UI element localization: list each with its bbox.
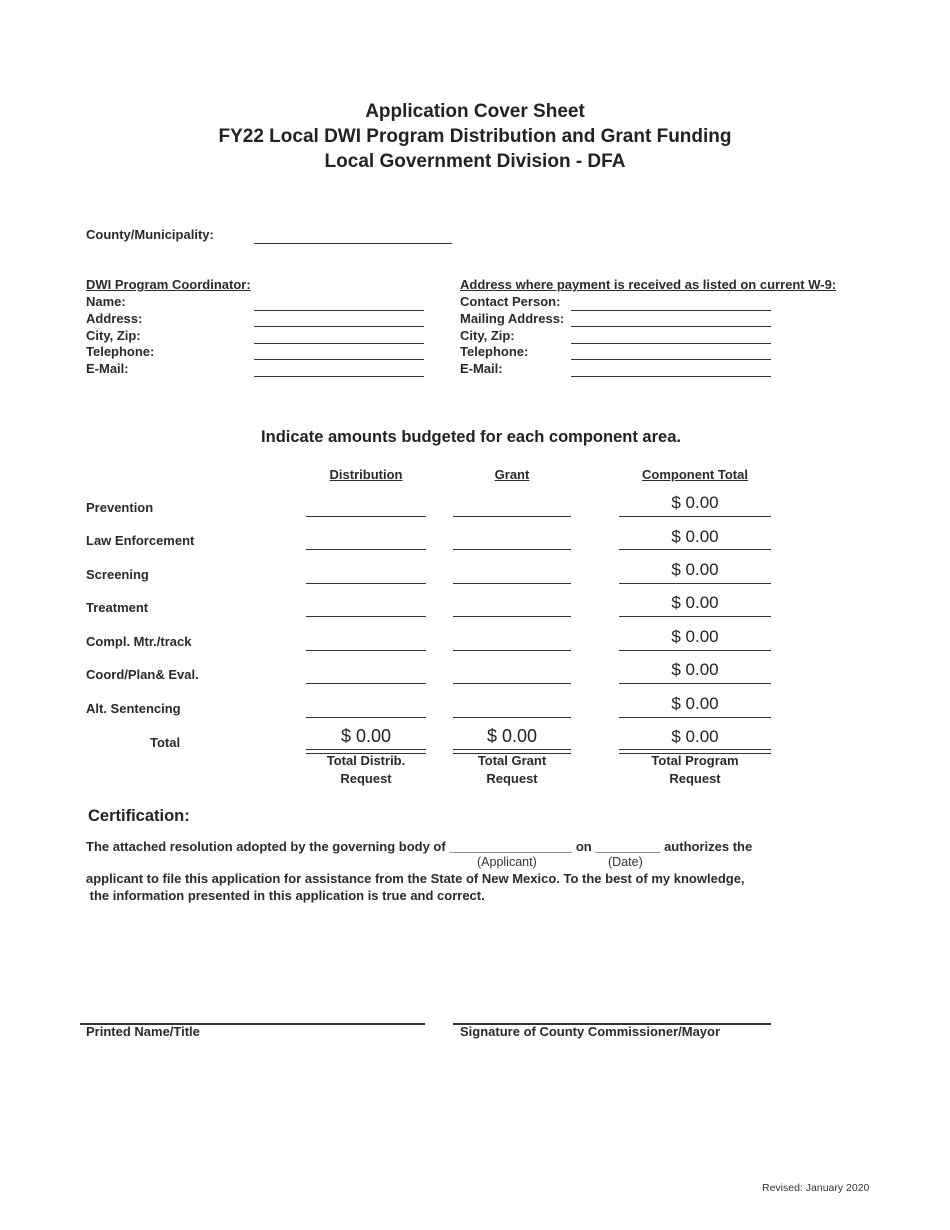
screening-total-value: $ 0.00 bbox=[671, 560, 719, 579]
applicant-blank[interactable]: _________________ bbox=[449, 839, 573, 854]
column-header-component-total: Component Total bbox=[642, 467, 748, 482]
total-grant-caption bbox=[453, 752, 571, 788]
payment-contact-label: Contact Person: bbox=[460, 294, 561, 309]
law-enforcement-total-value: $ 0.00 bbox=[671, 527, 719, 546]
row-label-compliance-monitoring: Compl. Mtr./track bbox=[86, 634, 192, 649]
treatment-grant-field[interactable] bbox=[453, 616, 571, 617]
alternative-sentencing-grant-field[interactable] bbox=[453, 717, 571, 718]
treatment-distribution-field[interactable] bbox=[306, 616, 426, 617]
coordinator-telephone-field[interactable] bbox=[254, 359, 424, 360]
title-line-3: Local Government Division - DFA bbox=[324, 151, 626, 172]
row-label-law-enforcement: Law Enforcement bbox=[86, 533, 195, 548]
coordinator-heading: DWI Program Coordinator: bbox=[86, 277, 251, 292]
law-enforcement-total-line bbox=[619, 549, 771, 550]
alternative-sentencing-total-value: $ 0.00 bbox=[671, 694, 719, 713]
law-enforcement-grant-field[interactable] bbox=[453, 549, 571, 550]
certification-line-1 bbox=[86, 839, 752, 854]
row-label-screening: Screening bbox=[86, 567, 149, 582]
total-distribution-value: $ 0.00 bbox=[340, 726, 392, 746]
certification-line-1-start: The attached resolution adopted by the governing body of bbox=[86, 839, 446, 854]
row-label-treatment: Treatment bbox=[86, 600, 149, 615]
coordinator-name-label: Name: bbox=[86, 294, 126, 309]
applicant-caption: (Applicant) bbox=[477, 855, 537, 869]
payment-contact-field[interactable] bbox=[571, 310, 771, 311]
date-caption: (Date) bbox=[608, 855, 643, 869]
prevention-total-value: $ 0.00 bbox=[671, 493, 719, 512]
date-blank[interactable]: _________ bbox=[595, 839, 661, 854]
total-row-label: Total bbox=[150, 735, 181, 750]
row-label-prevention: Prevention bbox=[86, 500, 154, 515]
total-program-value: $ 0.00 bbox=[671, 727, 719, 746]
budget-heading: Indicate amounts budgeted for each component area. bbox=[261, 428, 681, 446]
certification-line-1-end: authorizes the bbox=[664, 839, 753, 854]
coordination-planning-distribution-field[interactable] bbox=[306, 683, 426, 684]
prevention-distribution-field[interactable] bbox=[306, 516, 426, 517]
payment-email-label: E-Mail: bbox=[460, 361, 503, 376]
coordinator-name-field[interactable] bbox=[254, 310, 424, 311]
total-program-caption-line-2: Request bbox=[669, 771, 721, 786]
coordinator-cityzip-field[interactable] bbox=[254, 343, 424, 344]
compliance-monitoring-grant-field[interactable] bbox=[453, 650, 571, 651]
coordinator-address-label: Address: bbox=[86, 311, 143, 326]
alternative-sentencing-distribution-field[interactable] bbox=[306, 717, 426, 718]
screening-distribution-field[interactable] bbox=[306, 583, 426, 584]
certification-heading: Certification: bbox=[88, 807, 190, 825]
revised-date: Revised: January 2020 bbox=[762, 1182, 870, 1194]
coordinator-cityzip-label: City, Zip: bbox=[86, 328, 141, 343]
payment-mailing-field[interactable] bbox=[571, 326, 771, 327]
compliance-monitoring-total-value: $ 0.00 bbox=[671, 627, 719, 646]
total-grant-value: $ 0.00 bbox=[486, 726, 538, 746]
coordinator-telephone-label: Telephone: bbox=[86, 344, 155, 359]
coordinator-address-field[interactable] bbox=[254, 326, 424, 327]
law-enforcement-distribution-field[interactable] bbox=[306, 549, 426, 550]
total-grant-caption-line-1: Total Grant bbox=[477, 753, 547, 768]
payment-mailing-label: Mailing Address: bbox=[460, 311, 565, 326]
coordinator-email-label: E-Mail: bbox=[86, 361, 129, 376]
screening-grant-field[interactable] bbox=[453, 583, 571, 584]
payment-heading: Address where payment is received as listed on current W-9: bbox=[460, 277, 837, 292]
payment-cityzip-field[interactable] bbox=[571, 343, 771, 344]
row-label-alternative-sentencing: Alt. Sentencing bbox=[86, 701, 181, 716]
payment-email-field[interactable] bbox=[571, 376, 771, 377]
coordinator-email-field[interactable] bbox=[254, 376, 424, 377]
signature-label: Signature of County Commissioner/Mayor bbox=[460, 1024, 721, 1039]
title-line-1: Application Cover Sheet bbox=[365, 101, 585, 122]
coordination-planning-total-value: $ 0.00 bbox=[671, 660, 719, 679]
title-line-2: FY22 Local DWI Program Distribution and Grant Funding bbox=[218, 126, 732, 147]
total-program-caption bbox=[619, 752, 771, 788]
coordination-planning-grant-field[interactable] bbox=[453, 683, 571, 684]
prevention-total-line bbox=[619, 516, 771, 517]
total-distribution-caption-line-1: Total Distrib. bbox=[326, 753, 406, 768]
payment-cityzip-label: City, Zip: bbox=[460, 328, 515, 343]
coordination-planning-total-line bbox=[619, 683, 771, 684]
county-field[interactable] bbox=[254, 243, 452, 244]
compliance-monitoring-total-line bbox=[619, 650, 771, 651]
screening-total-line bbox=[619, 583, 771, 584]
certification-on-text: on bbox=[575, 839, 592, 854]
column-header-grant: Grant bbox=[494, 467, 530, 482]
total-distribution-caption bbox=[306, 752, 426, 788]
alternative-sentencing-total-line bbox=[619, 717, 771, 718]
certification-line-3: the information presented in this application is true and correct. bbox=[86, 888, 485, 903]
payment-telephone-field[interactable] bbox=[571, 359, 771, 360]
total-program-caption-line-1: Total Program bbox=[651, 753, 739, 768]
column-header-distribution: Distribution bbox=[329, 467, 403, 482]
county-label: County/Municipality: bbox=[86, 227, 214, 242]
row-label-coordination-planning: Coord/Plan& Eval. bbox=[86, 667, 199, 682]
treatment-total-value: $ 0.00 bbox=[671, 593, 719, 612]
certification-line-2: applicant to file this application for assistance from the State of New Mexico. To the best of my knowledge, bbox=[86, 871, 745, 886]
payment-telephone-label: Telephone: bbox=[460, 344, 529, 359]
printed-name-label: Printed Name/Title bbox=[86, 1024, 200, 1039]
compliance-monitoring-distribution-field[interactable] bbox=[306, 650, 426, 651]
treatment-total-line bbox=[619, 616, 771, 617]
total-distribution-caption-line-2: Request bbox=[340, 771, 392, 786]
total-grant-caption-line-2: Request bbox=[486, 771, 538, 786]
prevention-grant-field[interactable] bbox=[453, 516, 571, 517]
